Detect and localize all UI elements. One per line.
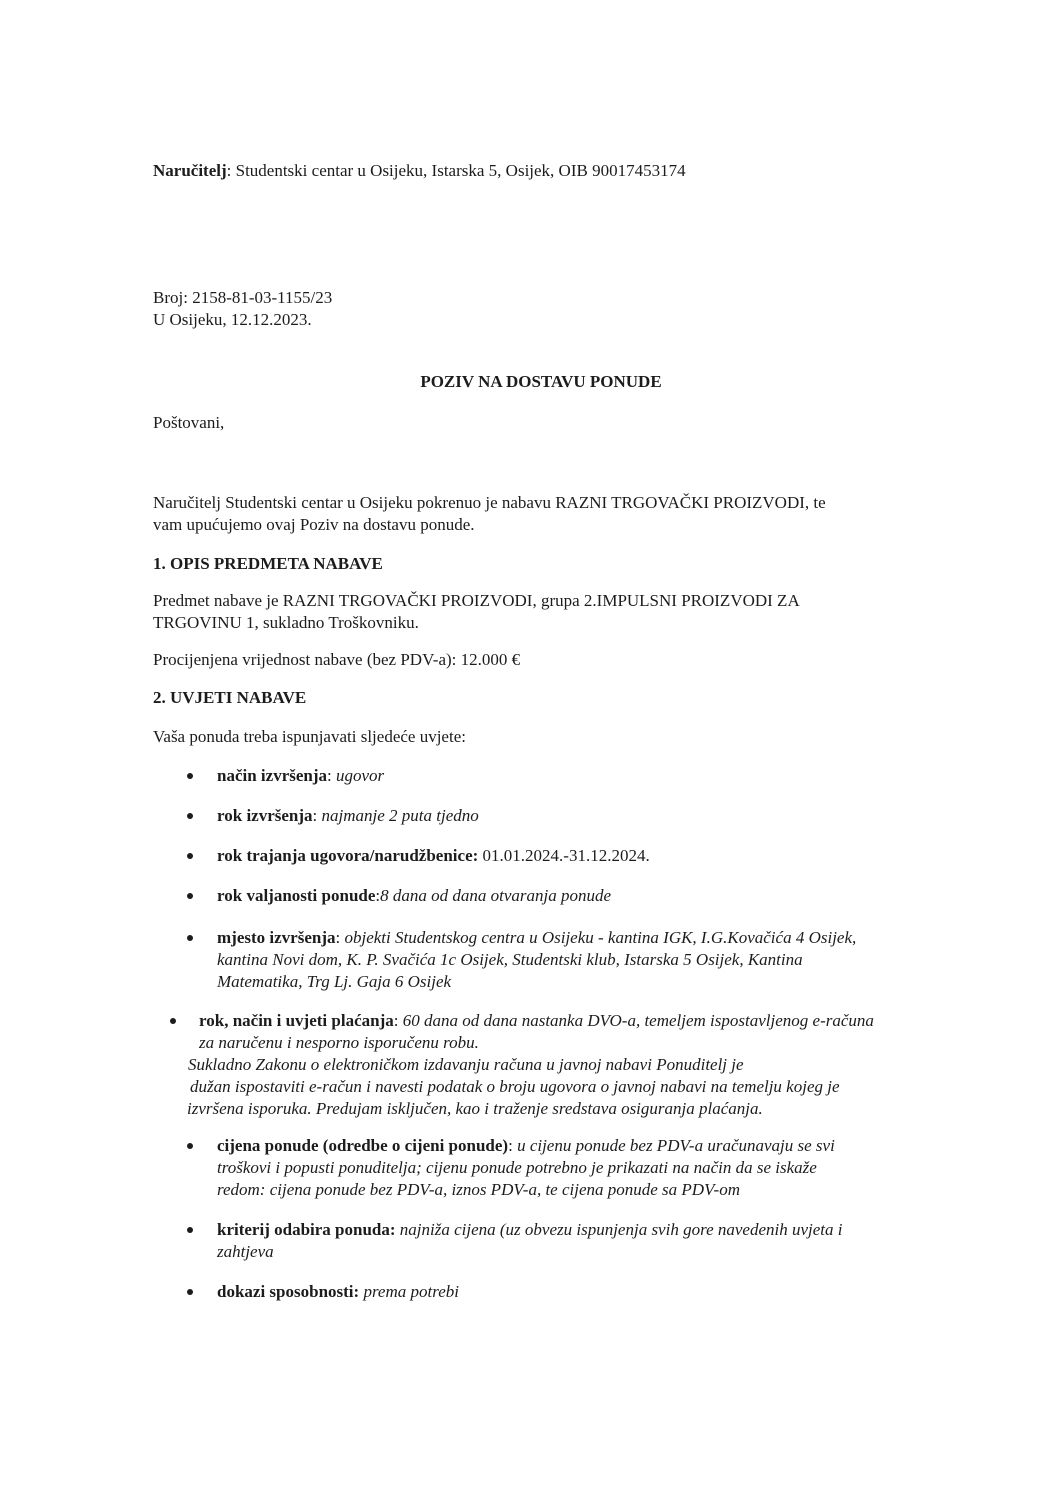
reference-number: Broj: 2158-81-03-1155/23 (153, 288, 333, 307)
condition-text: Sukladno Zakonu o elektroničkom izdavanju računa u javnoj nabavi Ponuditelj je (188, 1055, 744, 1074)
condition-item (217, 805, 977, 827)
condition-text: u cijenu ponude bez PDV-a uračunavaju se svi (517, 1136, 835, 1155)
bullet-icon (187, 773, 193, 779)
condition-text: dužan ispostaviti e-račun i navesti podatak o broju ugovora o javnoj nabavi na temelju kojeg je (190, 1077, 840, 1096)
condition-item (217, 885, 977, 907)
condition-text: kantina Novi dom, K. P. Svačića 1c Osijek, Studentski klub, Istarska 5 Osijek, Kantina (217, 950, 803, 969)
condition-text: izvršena isporuka. Predujam isključen, kao i traženje sredstava osiguranja plaćanja. (187, 1099, 763, 1118)
section2-heading: 2. UVJETI NABAVE (153, 688, 307, 707)
condition-text: zahtjeva (217, 1242, 274, 1261)
condition-label: rok, način i uvjeti plaćanja (199, 1011, 394, 1030)
condition-text: prema potrebi (363, 1282, 459, 1301)
place-date: U Osijeku, 12.12.2023. (153, 310, 312, 329)
bullet-icon (187, 813, 193, 819)
estimated-value: Procijenjena vrijednost nabave (bez PDV-a): 12.000 € (153, 650, 521, 669)
condition-separator: : (375, 886, 381, 905)
condition-item (217, 1135, 977, 1201)
contracting-authority (153, 160, 686, 182)
section1-line: TRGOVINU 1, sukladno Troškovniku. (153, 613, 419, 632)
section1-line: Predmet nabave je RAZNI TRGOVAČKI PROIZVODI, grupa 2.IMPULSNI PROIZVODI ZA (153, 591, 800, 610)
condition-item (217, 765, 977, 787)
condition-text: 8 dana od dana otvaranja ponude (380, 886, 612, 905)
condition-separator: : (335, 928, 345, 947)
bullet-icon (187, 935, 193, 941)
condition-separator: : (393, 1011, 403, 1030)
document-title: POZIV NA DOSTAVU PONUDE (420, 372, 662, 391)
greeting: Poštovani, (153, 413, 225, 432)
contracting-authority-text: : Studentski centar u Osijeku, Istarska 5, Osijek, OIB 90017453174 (226, 161, 686, 180)
condition-text: najmanje 2 puta tjedno (321, 806, 479, 825)
condition-separator: : (327, 766, 337, 785)
condition-text: 01.01.2024.-31.12.2024. (482, 846, 650, 865)
intro-paragraph (153, 492, 933, 536)
condition-text: redom: cijena ponude bez PDV-a, iznos PDV-a, te cijena ponude sa PDV-om (217, 1180, 740, 1199)
bullet-icon (187, 853, 193, 859)
condition-text: najniža cijena (uz obvezu ispunjenja svih gore navedenih uvjeta i (399, 1220, 843, 1239)
condition-label: cijena ponude (odredbe o cijeni ponude) (217, 1136, 509, 1155)
condition-label: rok valjanosti ponude (217, 886, 376, 905)
condition-item (217, 1281, 977, 1303)
condition-text: 60 dana od dana nastanka DVO-a, temeljem ispostavljenog e-računa (402, 1011, 874, 1030)
condition-label: rok trajanja ugovora/narudžbenice: (217, 846, 479, 865)
condition-text: za naručenu i nesporno isporučenu robu. (199, 1033, 479, 1052)
section2-intro: Vaša ponuda treba ispunjavati sljedeće uvjete: (153, 727, 466, 746)
condition-separator: : (508, 1136, 518, 1155)
section1-description (153, 590, 933, 634)
condition-item (187, 1010, 979, 1120)
condition-label: rok izvršenja (217, 806, 313, 825)
section1-heading: 1. OPIS PREDMETA NABAVE (153, 554, 383, 573)
condition-item (217, 845, 977, 867)
condition-text: Matematika, Trg Lj. Gaja 6 Osijek (217, 972, 452, 991)
bullet-icon (187, 1227, 193, 1233)
condition-text: ugovor (336, 766, 385, 785)
condition-item (217, 927, 977, 993)
intro-line: vam upućujemo ovaj Poziv na dostavu ponude. (153, 515, 475, 534)
condition-separator: : (312, 806, 322, 825)
condition-label: kriterij odabira ponuda: (217, 1220, 396, 1239)
condition-text: troškovi i popusti ponuditelja; cijenu ponude potrebno je prikazati na način da se iskaže (217, 1158, 817, 1177)
condition-text: objekti Studentskog centra u Osijeku - kantina IGK, I.G.Kovačića 4 Osijek, (344, 928, 857, 947)
condition-label: dokazi sposobnosti: (217, 1282, 360, 1301)
condition-label: mjesto izvršenja (217, 928, 336, 947)
bullet-icon (187, 1289, 193, 1295)
intro-line: Naručitelj Studentski centar u Osijeku pokrenuo je nabavu RAZNI TRGOVAČKI PROIZVODI, te (153, 493, 826, 512)
bullet-icon (187, 893, 193, 899)
contracting-authority-label: Naručitelj (153, 161, 227, 180)
condition-item (217, 1219, 977, 1263)
condition-label: način izvršenja (217, 766, 328, 785)
bullet-icon (187, 1143, 193, 1149)
bullet-icon (170, 1018, 176, 1024)
